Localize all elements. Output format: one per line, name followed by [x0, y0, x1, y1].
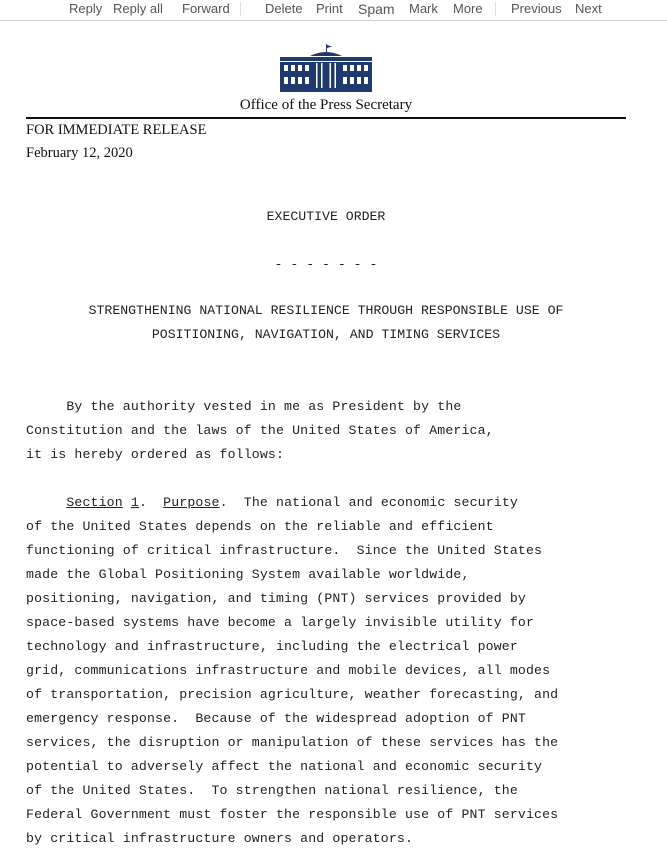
white-house-logo-icon: [280, 44, 372, 92]
forward-button[interactable]: Forward: [182, 1, 230, 16]
spam-button[interactable]: Spam: [358, 1, 395, 17]
section-1-paragraph: [26, 491, 656, 851]
separator: .: [138, 495, 164, 510]
more-button[interactable]: More: [453, 1, 483, 16]
section-1-line: of the United States depends on the reliable and efficient: [26, 519, 494, 534]
section-1-line: of transportation, precision agriculture, weather forecasting, and: [26, 687, 559, 702]
reply-button[interactable]: Reply: [69, 1, 103, 16]
indent: [26, 495, 66, 510]
mark-button[interactable]: Mark: [409, 1, 438, 16]
section-1-line: potential to adversely affect the national and economic security: [26, 759, 543, 774]
section-1-line: space-based systems have become a largely invisible utility for: [26, 615, 535, 630]
header-divider: [26, 117, 626, 119]
section-number: 1: [130, 495, 139, 510]
section-1-line: grid, communications infrastructure and mobile devices, all modes: [26, 663, 551, 678]
purpose-heading: Purpose: [163, 495, 220, 510]
release-notice: FOR IMMEDIATE RELEASE: [26, 122, 207, 138]
section-label: Section: [66, 495, 123, 510]
order-title-line-1: STRENGTHENING NATIONAL RESILIENCE THROUGH RESPONSIBLE USE OF: [88, 303, 564, 318]
order-title-line-2: POSITIONING, NAVIGATION, AND TIMING SERVICES: [151, 327, 501, 342]
dash-separator: - - - - - - -: [274, 257, 378, 272]
section-1-line: of the United States. To strengthen national resilience, the: [26, 783, 518, 798]
toolbar-divider: [495, 2, 496, 16]
release-date: February 12, 2020: [26, 145, 133, 161]
section-1-line: technology and infrastructure, including the electrical power: [26, 639, 518, 654]
section-1-line: Federal Government must foster the responsible use of PNT services: [26, 807, 559, 822]
preamble-paragraph: [26, 395, 656, 467]
preamble-line: it is hereby ordered as follows:: [26, 447, 285, 462]
section-1-line: services, the disruption or manipulation of these services has the: [26, 735, 559, 750]
toolbar-divider: [240, 2, 241, 16]
section-1-first-line: [26, 491, 656, 515]
section-1-line: made the Global Positioning System available worldwide,: [26, 567, 470, 582]
section-1-text: . The national and economic security: [219, 495, 518, 510]
previous-button[interactable]: Previous: [511, 1, 562, 16]
office-of-press-secretary: Office of the Press Secretary: [239, 97, 413, 113]
reply-all-button[interactable]: Reply all: [113, 1, 163, 16]
section-1-line: emergency response. Because of the widespread adoption of PNT: [26, 711, 526, 726]
section-1-line: functioning of critical infrastructure. Since the United States: [26, 543, 543, 558]
executive-order-heading: EXECUTIVE ORDER: [266, 209, 386, 224]
section-1-line: by critical infrastructure owners and operators.: [26, 831, 414, 846]
print-button[interactable]: Print: [316, 1, 343, 16]
preamble-line: By the authority vested in me as President by the: [26, 399, 462, 414]
email-toolbar: [0, 0, 667, 21]
next-button[interactable]: Next: [575, 1, 602, 16]
space: [123, 495, 131, 510]
preamble-line: Constitution and the laws of the United States of America,: [26, 423, 494, 438]
delete-button[interactable]: Delete: [265, 1, 303, 16]
section-1-line: positioning, navigation, and timing (PNT) services provided by: [26, 591, 526, 606]
